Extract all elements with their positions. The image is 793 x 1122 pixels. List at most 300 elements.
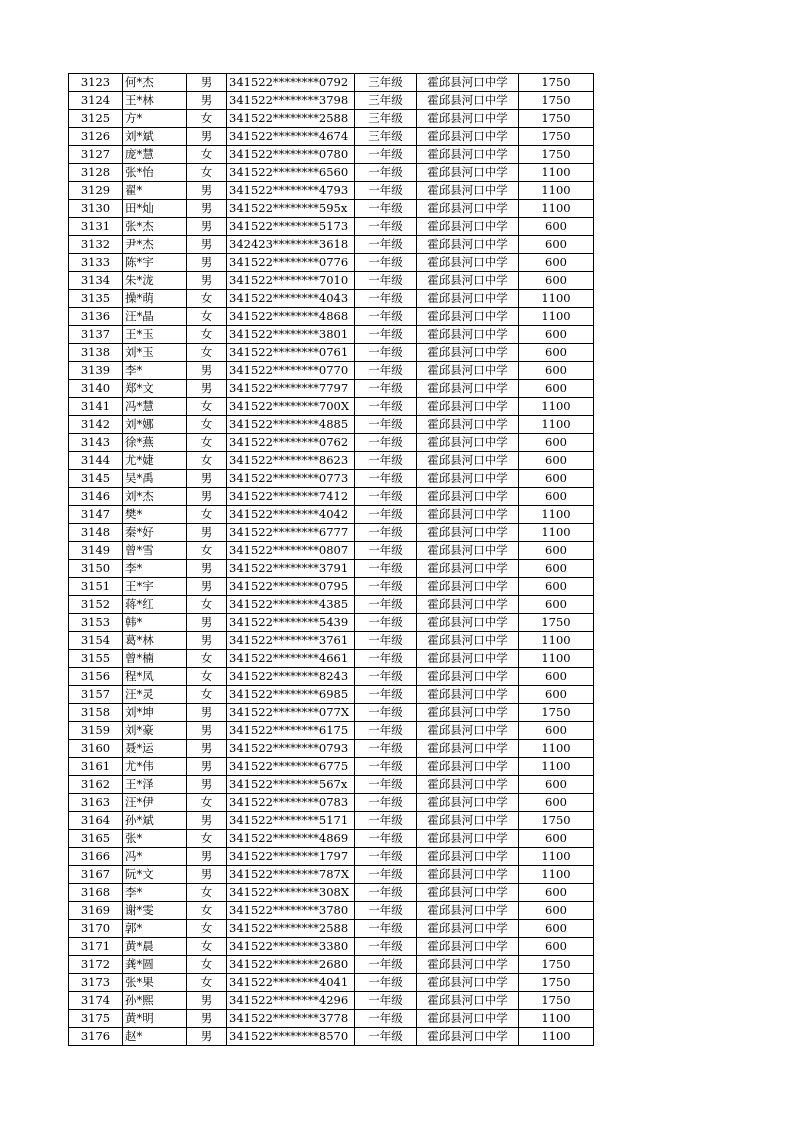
- gender-cell: 男: [187, 578, 227, 596]
- table-row: [69, 362, 594, 380]
- id-number-cell: 341522********0761: [227, 344, 355, 362]
- grade-cell: 一年级: [355, 164, 417, 182]
- gender-cell: 男: [187, 470, 227, 488]
- student-name-cell: 刘*玉: [123, 344, 187, 362]
- id-number-cell: 341522********3798: [227, 92, 355, 110]
- row-number-cell: 3166: [69, 848, 123, 866]
- id-number-cell: 341522********8570: [227, 1028, 355, 1046]
- amount-cell: 1100: [519, 632, 594, 650]
- amount-cell: 600: [519, 938, 594, 956]
- student-name-cell: 徐*燕: [123, 434, 187, 452]
- school-cell: 霍邱县河口中学: [417, 920, 519, 938]
- gender-cell: 男: [187, 866, 227, 884]
- id-number-cell: 341522********2588: [227, 110, 355, 128]
- row-number-cell: 3140: [69, 380, 123, 398]
- grade-cell: 一年级: [355, 614, 417, 632]
- amount-cell: 600: [519, 254, 594, 272]
- gender-cell: 女: [187, 596, 227, 614]
- gender-cell: 男: [187, 218, 227, 236]
- student-name-cell: 庞*慧: [123, 146, 187, 164]
- gender-cell: 女: [187, 506, 227, 524]
- school-cell: 霍邱县河口中学: [417, 1028, 519, 1046]
- row-number-cell: 3167: [69, 866, 123, 884]
- gender-cell: 男: [187, 74, 227, 92]
- row-number-cell: 3153: [69, 614, 123, 632]
- student-name-cell: 曾*雪: [123, 542, 187, 560]
- id-number-cell: 341522********2588: [227, 920, 355, 938]
- school-cell: 霍邱县河口中学: [417, 92, 519, 110]
- gender-cell: 男: [187, 848, 227, 866]
- id-number-cell: 341522********0792: [227, 74, 355, 92]
- grade-cell: 一年级: [355, 632, 417, 650]
- table-row: [69, 128, 594, 146]
- amount-cell: 1750: [519, 992, 594, 1010]
- row-number-cell: 3156: [69, 668, 123, 686]
- grade-cell: 一年级: [355, 416, 417, 434]
- id-number-cell: 341522********3791: [227, 560, 355, 578]
- row-number-cell: 3175: [69, 1010, 123, 1028]
- school-cell: 霍邱县河口中学: [417, 1010, 519, 1028]
- student-name-cell: 吴*禹: [123, 470, 187, 488]
- row-number-cell: 3160: [69, 740, 123, 758]
- table-row: [69, 866, 594, 884]
- table-row: [69, 542, 594, 560]
- table-row: [69, 470, 594, 488]
- school-cell: 霍邱县河口中学: [417, 866, 519, 884]
- id-number-cell: 341522********6985: [227, 686, 355, 704]
- grade-cell: 一年级: [355, 884, 417, 902]
- row-number-cell: 3172: [69, 956, 123, 974]
- amount-cell: 1750: [519, 146, 594, 164]
- amount-cell: 1100: [519, 848, 594, 866]
- school-cell: 霍邱县河口中学: [417, 560, 519, 578]
- student-name-cell: 张*: [123, 830, 187, 848]
- gender-cell: 女: [187, 956, 227, 974]
- gender-cell: 女: [187, 830, 227, 848]
- amount-cell: 1100: [519, 740, 594, 758]
- id-number-cell: 341522********0773: [227, 470, 355, 488]
- id-number-cell: 341522********4042: [227, 506, 355, 524]
- table-row: [69, 686, 594, 704]
- student-name-cell: 陈*宇: [123, 254, 187, 272]
- id-number-cell: 341522********4793: [227, 182, 355, 200]
- student-name-cell: 刘*斌: [123, 128, 187, 146]
- grade-cell: 一年级: [355, 830, 417, 848]
- gender-cell: 男: [187, 524, 227, 542]
- table-row: [69, 452, 594, 470]
- gender-cell: 男: [187, 614, 227, 632]
- id-number-cell: 341522********0762: [227, 434, 355, 452]
- id-number-cell: 341522********8243: [227, 668, 355, 686]
- grade-cell: 三年级: [355, 128, 417, 146]
- school-cell: 霍邱县河口中学: [417, 704, 519, 722]
- id-number-cell: 341522********6175: [227, 722, 355, 740]
- school-cell: 霍邱县河口中学: [417, 974, 519, 992]
- row-number-cell: 3157: [69, 686, 123, 704]
- school-cell: 霍邱县河口中学: [417, 380, 519, 398]
- gender-cell: 女: [187, 398, 227, 416]
- student-name-cell: 李*: [123, 560, 187, 578]
- gender-cell: 女: [187, 434, 227, 452]
- table-row: [69, 578, 594, 596]
- gender-cell: 女: [187, 146, 227, 164]
- table-row: [69, 884, 594, 902]
- table-row: [69, 596, 594, 614]
- amount-cell: 1100: [519, 866, 594, 884]
- school-cell: 霍邱县河口中学: [417, 488, 519, 506]
- grade-cell: 三年级: [355, 92, 417, 110]
- school-cell: 霍邱县河口中学: [417, 524, 519, 542]
- amount-cell: 1100: [519, 416, 594, 434]
- amount-cell: 1750: [519, 974, 594, 992]
- school-cell: 霍邱县河口中学: [417, 434, 519, 452]
- table-row: [69, 650, 594, 668]
- gender-cell: 女: [187, 668, 227, 686]
- grade-cell: 三年级: [355, 74, 417, 92]
- row-number-cell: 3148: [69, 524, 123, 542]
- row-number-cell: 3128: [69, 164, 123, 182]
- row-number-cell: 3126: [69, 128, 123, 146]
- table-row: [69, 326, 594, 344]
- table-row: [69, 290, 594, 308]
- amount-cell: 600: [519, 722, 594, 740]
- gender-cell: 女: [187, 884, 227, 902]
- grade-cell: 一年级: [355, 146, 417, 164]
- school-cell: 霍邱县河口中学: [417, 254, 519, 272]
- amount-cell: 1100: [519, 506, 594, 524]
- gender-cell: 女: [187, 416, 227, 434]
- school-cell: 霍邱县河口中学: [417, 992, 519, 1010]
- gender-cell: 男: [187, 272, 227, 290]
- table-row: [69, 776, 594, 794]
- grade-cell: 一年级: [355, 794, 417, 812]
- amount-cell: 600: [519, 272, 594, 290]
- amount-cell: 1100: [519, 524, 594, 542]
- grade-cell: 一年级: [355, 902, 417, 920]
- student-name-cell: 樊*: [123, 506, 187, 524]
- amount-cell: 600: [519, 452, 594, 470]
- row-number-cell: 3143: [69, 434, 123, 452]
- row-number-cell: 3174: [69, 992, 123, 1010]
- gender-cell: 女: [187, 452, 227, 470]
- school-cell: 霍邱县河口中学: [417, 416, 519, 434]
- grade-cell: 一年级: [355, 524, 417, 542]
- amount-cell: 600: [519, 362, 594, 380]
- id-number-cell: 341522********4041: [227, 974, 355, 992]
- student-name-cell: 操*萌: [123, 290, 187, 308]
- table-row: [69, 794, 594, 812]
- grade-cell: 一年级: [355, 776, 417, 794]
- grade-cell: 一年级: [355, 668, 417, 686]
- table-row: [69, 812, 594, 830]
- row-number-cell: 3152: [69, 596, 123, 614]
- id-number-cell: 341522********4869: [227, 830, 355, 848]
- row-number-cell: 3139: [69, 362, 123, 380]
- id-number-cell: 341522********4296: [227, 992, 355, 1010]
- gender-cell: 女: [187, 938, 227, 956]
- gender-cell: 男: [187, 92, 227, 110]
- student-name-cell: 郑*文: [123, 380, 187, 398]
- row-number-cell: 3168: [69, 884, 123, 902]
- row-number-cell: 3165: [69, 830, 123, 848]
- school-cell: 霍邱县河口中学: [417, 794, 519, 812]
- school-cell: 霍邱县河口中学: [417, 632, 519, 650]
- row-number-cell: 3159: [69, 722, 123, 740]
- table-row: [69, 308, 594, 326]
- amount-cell: 600: [519, 344, 594, 362]
- amount-cell: 600: [519, 686, 594, 704]
- school-cell: 霍邱县河口中学: [417, 236, 519, 254]
- student-name-cell: 何*杰: [123, 74, 187, 92]
- gender-cell: 男: [187, 1028, 227, 1046]
- amount-cell: 600: [519, 236, 594, 254]
- id-number-cell: 341522********308X: [227, 884, 355, 902]
- amount-cell: 1750: [519, 92, 594, 110]
- table-row: [69, 902, 594, 920]
- id-number-cell: 341522********6777: [227, 524, 355, 542]
- row-number-cell: 3142: [69, 416, 123, 434]
- gender-cell: 男: [187, 776, 227, 794]
- gender-cell: 男: [187, 992, 227, 1010]
- id-number-cell: 341522********7797: [227, 380, 355, 398]
- id-number-cell: 341522********4868: [227, 308, 355, 326]
- grade-cell: 一年级: [355, 380, 417, 398]
- gender-cell: 女: [187, 686, 227, 704]
- grade-cell: 一年级: [355, 488, 417, 506]
- school-cell: 霍邱县河口中学: [417, 884, 519, 902]
- school-cell: 霍邱县河口中学: [417, 146, 519, 164]
- amount-cell: 1100: [519, 398, 594, 416]
- table-row: [69, 488, 594, 506]
- table-body: [69, 74, 594, 1046]
- table-row: [69, 164, 594, 182]
- student-name-cell: 赵*: [123, 1028, 187, 1046]
- grade-cell: 一年级: [355, 992, 417, 1010]
- school-cell: 霍邱县河口中学: [417, 614, 519, 632]
- school-cell: 霍邱县河口中学: [417, 902, 519, 920]
- student-name-cell: 张*果: [123, 974, 187, 992]
- id-number-cell: 341522********077X: [227, 704, 355, 722]
- gender-cell: 男: [187, 1010, 227, 1028]
- gender-cell: 男: [187, 254, 227, 272]
- id-number-cell: 341522********3801: [227, 326, 355, 344]
- student-name-cell: 李*: [123, 362, 187, 380]
- gender-cell: 男: [187, 362, 227, 380]
- student-name-cell: 冯*: [123, 848, 187, 866]
- table-row: [69, 740, 594, 758]
- amount-cell: 1750: [519, 614, 594, 632]
- grade-cell: 一年级: [355, 398, 417, 416]
- amount-cell: 1100: [519, 758, 594, 776]
- school-cell: 霍邱县河口中学: [417, 452, 519, 470]
- school-cell: 霍邱县河口中学: [417, 344, 519, 362]
- gender-cell: 男: [187, 380, 227, 398]
- grade-cell: 一年级: [355, 956, 417, 974]
- school-cell: 霍邱县河口中学: [417, 668, 519, 686]
- table-row: [69, 398, 594, 416]
- grade-cell: 一年级: [355, 686, 417, 704]
- student-name-cell: 曾*楠: [123, 650, 187, 668]
- row-number-cell: 3173: [69, 974, 123, 992]
- id-number-cell: 341522********0780: [227, 146, 355, 164]
- school-cell: 霍邱县河口中学: [417, 110, 519, 128]
- row-number-cell: 3170: [69, 920, 123, 938]
- school-cell: 霍邱县河口中学: [417, 164, 519, 182]
- grade-cell: 一年级: [355, 812, 417, 830]
- table-row: [69, 506, 594, 524]
- school-cell: 霍邱县河口中学: [417, 596, 519, 614]
- grade-cell: 一年级: [355, 452, 417, 470]
- school-cell: 霍邱县河口中学: [417, 830, 519, 848]
- row-number-cell: 3129: [69, 182, 123, 200]
- table-row: [69, 110, 594, 128]
- grade-cell: 一年级: [355, 920, 417, 938]
- id-number-cell: 341522********0783: [227, 794, 355, 812]
- amount-cell: 1750: [519, 956, 594, 974]
- grade-cell: 一年级: [355, 542, 417, 560]
- table-row: [69, 272, 594, 290]
- table-row: [69, 830, 594, 848]
- gender-cell: 女: [187, 326, 227, 344]
- amount-cell: 600: [519, 794, 594, 812]
- student-name-cell: 张*怡: [123, 164, 187, 182]
- student-name-cell: 尤*伟: [123, 758, 187, 776]
- amount-cell: 600: [519, 560, 594, 578]
- amount-cell: 1100: [519, 1010, 594, 1028]
- student-name-cell: 张*杰: [123, 218, 187, 236]
- school-cell: 霍邱县河口中学: [417, 308, 519, 326]
- grade-cell: 一年级: [355, 254, 417, 272]
- gender-cell: 男: [187, 704, 227, 722]
- student-name-cell: 翟*: [123, 182, 187, 200]
- school-cell: 霍邱县河口中学: [417, 128, 519, 146]
- amount-cell: 600: [519, 470, 594, 488]
- amount-cell: 600: [519, 578, 594, 596]
- student-name-cell: 蒋*红: [123, 596, 187, 614]
- gender-cell: 男: [187, 236, 227, 254]
- table-row: [69, 956, 594, 974]
- gender-cell: 女: [187, 164, 227, 182]
- grade-cell: 一年级: [355, 578, 417, 596]
- table-row: [69, 704, 594, 722]
- amount-cell: 1100: [519, 650, 594, 668]
- student-name-cell: 龚*圆: [123, 956, 187, 974]
- row-number-cell: 3164: [69, 812, 123, 830]
- row-number-cell: 3131: [69, 218, 123, 236]
- gender-cell: 男: [187, 128, 227, 146]
- grade-cell: 一年级: [355, 722, 417, 740]
- table-row: [69, 380, 594, 398]
- grade-cell: 一年级: [355, 200, 417, 218]
- grade-cell: 一年级: [355, 344, 417, 362]
- amount-cell: 600: [519, 326, 594, 344]
- student-name-cell: 尹*杰: [123, 236, 187, 254]
- student-name-cell: 汪*伊: [123, 794, 187, 812]
- student-name-cell: 冯*慧: [123, 398, 187, 416]
- id-number-cell: 341522********3761: [227, 632, 355, 650]
- gender-cell: 男: [187, 722, 227, 740]
- student-name-cell: 孙*熙: [123, 992, 187, 1010]
- gender-cell: 女: [187, 110, 227, 128]
- row-number-cell: 3145: [69, 470, 123, 488]
- amount-cell: 600: [519, 920, 594, 938]
- id-number-cell: 341522********5171: [227, 812, 355, 830]
- student-name-cell: 王*宇: [123, 578, 187, 596]
- row-number-cell: 3169: [69, 902, 123, 920]
- amount-cell: 600: [519, 218, 594, 236]
- row-number-cell: 3161: [69, 758, 123, 776]
- row-number-cell: 3123: [69, 74, 123, 92]
- row-number-cell: 3154: [69, 632, 123, 650]
- grade-cell: 一年级: [355, 236, 417, 254]
- id-number-cell: 341522********4043: [227, 290, 355, 308]
- grade-cell: 一年级: [355, 434, 417, 452]
- table-row: [69, 632, 594, 650]
- table-row: [69, 614, 594, 632]
- grade-cell: 一年级: [355, 740, 417, 758]
- school-cell: 霍邱县河口中学: [417, 938, 519, 956]
- table-row: [69, 344, 594, 362]
- grade-cell: 一年级: [355, 1010, 417, 1028]
- gender-cell: 女: [187, 308, 227, 326]
- amount-cell: 600: [519, 488, 594, 506]
- gender-cell: 男: [187, 740, 227, 758]
- table-row: [69, 524, 594, 542]
- amount-cell: 600: [519, 596, 594, 614]
- id-number-cell: 341522********567x: [227, 776, 355, 794]
- school-cell: 霍邱县河口中学: [417, 722, 519, 740]
- grade-cell: 一年级: [355, 326, 417, 344]
- gender-cell: 男: [187, 200, 227, 218]
- student-name-cell: 王*泽: [123, 776, 187, 794]
- grade-cell: 一年级: [355, 470, 417, 488]
- amount-cell: 1750: [519, 704, 594, 722]
- id-number-cell: 341522********3778: [227, 1010, 355, 1028]
- grade-cell: 一年级: [355, 866, 417, 884]
- amount-cell: 1750: [519, 74, 594, 92]
- id-number-cell: 341522********6560: [227, 164, 355, 182]
- row-number-cell: 3124: [69, 92, 123, 110]
- school-cell: 霍邱县河口中学: [417, 362, 519, 380]
- student-name-cell: 王*玉: [123, 326, 187, 344]
- row-number-cell: 3176: [69, 1028, 123, 1046]
- amount-cell: 1100: [519, 1028, 594, 1046]
- row-number-cell: 3135: [69, 290, 123, 308]
- grade-cell: 一年级: [355, 938, 417, 956]
- row-number-cell: 3151: [69, 578, 123, 596]
- row-number-cell: 3127: [69, 146, 123, 164]
- school-cell: 霍邱县河口中学: [417, 506, 519, 524]
- table-row: [69, 1028, 594, 1046]
- row-number-cell: 3130: [69, 200, 123, 218]
- student-name-cell: 秦*好: [123, 524, 187, 542]
- school-cell: 霍邱县河口中学: [417, 956, 519, 974]
- school-cell: 霍邱县河口中学: [417, 272, 519, 290]
- table-row: [69, 218, 594, 236]
- grade-cell: 一年级: [355, 974, 417, 992]
- school-cell: 霍邱县河口中学: [417, 740, 519, 758]
- id-number-cell: 341522********4674: [227, 128, 355, 146]
- amount-cell: 1100: [519, 182, 594, 200]
- student-name-cell: 黄*明: [123, 1010, 187, 1028]
- gender-cell: 女: [187, 290, 227, 308]
- school-cell: 霍邱县河口中学: [417, 650, 519, 668]
- grade-cell: 一年级: [355, 506, 417, 524]
- amount-cell: 600: [519, 830, 594, 848]
- gender-cell: 男: [187, 632, 227, 650]
- student-name-cell: 谢*雯: [123, 902, 187, 920]
- row-number-cell: 3147: [69, 506, 123, 524]
